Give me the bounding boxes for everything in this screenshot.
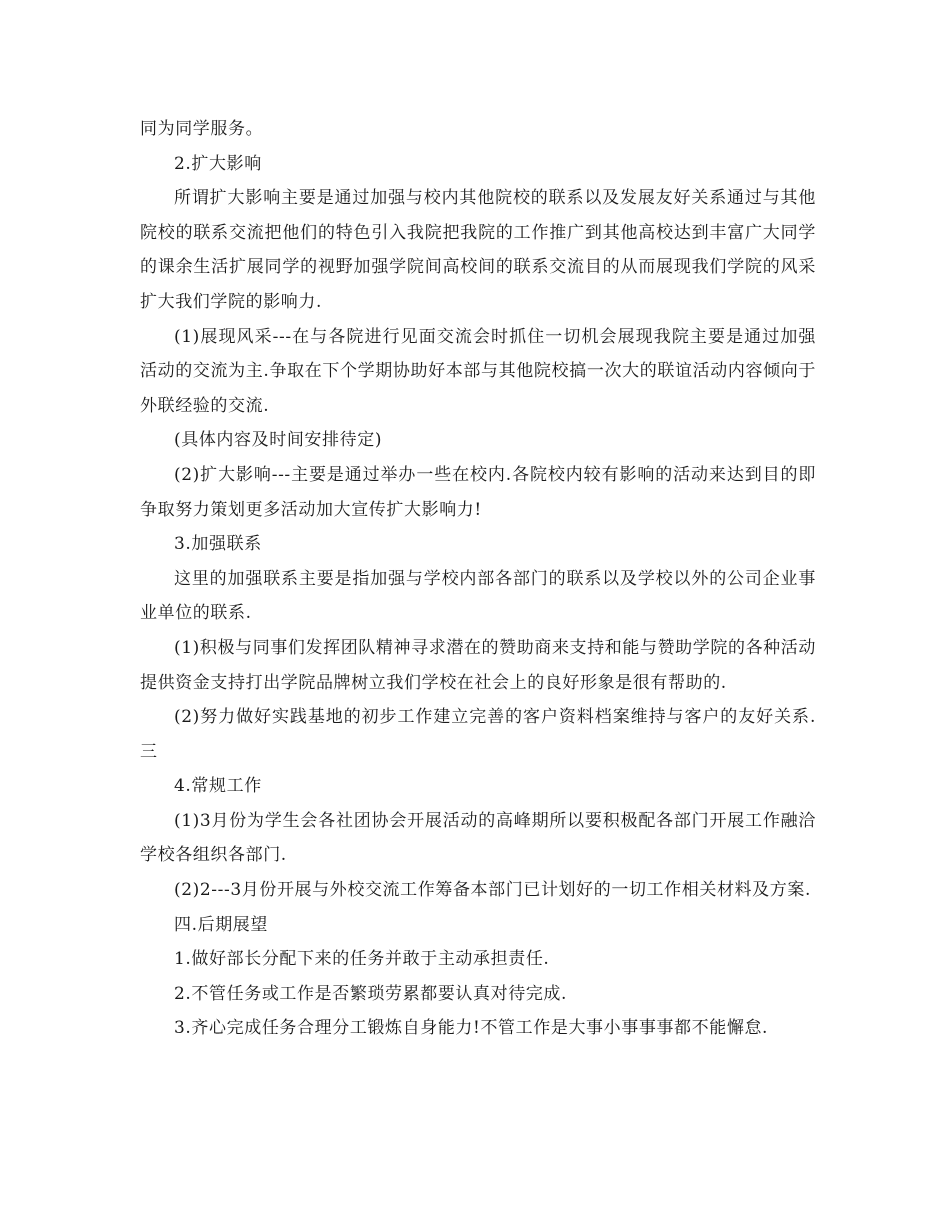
list-item-outlook-2: 2.不管任务或工作是否繁琐劳累都要认真对待完成.	[174, 983, 568, 1004]
paragraph-march-peak: (1)3月份为学生会各社团协会开展活动的高峰期所以要积极配各部门开展工作融洽学校各组织各部门.	[140, 810, 816, 866]
paragraph-schedule-pending: (具体内容及时间安排待定)	[174, 430, 383, 451]
section-heading-outlook: 四.后期展望	[174, 914, 269, 935]
list-item-outlook-3: 3.齐心完成任务合理分工锻炼自身能力!不管工作是大事小事事事都不能懈怠.	[174, 1018, 769, 1039]
paragraph-expand-influence: 所谓扩大影响主要是通过加强与校内其他院校的联系以及发展友好关系通过与其他院校的联系交流把他们的特色引入我院把我院的工作推广到其他高校达到丰富广大同学的课余生活扩展同学的视野加强学院间高校间的联系交流目的从而展现我们学院的风采扩大我们学院的影响力.	[140, 188, 816, 312]
list-item-outlook-1: 1.做好部长分配下来的任务并敢于主动承担责任.	[174, 949, 550, 970]
paragraph-expand-influence-detail: (2)扩大影响---主要是通过举办一些在校内.各院校内较有影响的活动来达到目的即争取努力策划更多活动加大宣传扩大影响力!	[140, 464, 816, 520]
paragraph-continuation: 同为同学服务。	[140, 119, 264, 139]
paragraph-client-archive: (2)努力做好实践基地的初步工作建立完善的客户资料档案维持与客户的友好关系.三	[140, 707, 816, 762]
section-heading-routine-work: 4.常规工作	[174, 776, 262, 797]
paragraph-show-style: (1)展现风采---在与各院进行见面交流会时抓住一切机会展现我院主要是通过加强活动的交流为主.争取在下个学期协助好本部与其他院校搞一次大的联谊活动内容倾向于外联经验的交流.	[140, 326, 816, 416]
section-heading-strengthen-contact: 3.加强联系	[174, 534, 262, 555]
section-heading-expand-influence: 2.扩大影响	[174, 153, 262, 174]
paragraph-strengthen-contact: 这里的加强联系主要是指加强与学校内部各部门的联系以及学校以外的公司企业事业单位的联系.	[140, 568, 816, 624]
document-body	[140, 112, 816, 1046]
paragraph-exchange-prep: (2)2---3月份开展与外校交流工作筹备本部门已计划好的一切工作相关材料及方案.	[174, 880, 811, 901]
paragraph-sponsors: (1)积极与同事们发挥团队精神寻求潜在的赞助商来支持和能与赞助学院的各种活动提供资金支持打出学院品牌树立我们学校在社会上的良好形象是很有帮助的.	[140, 637, 816, 693]
